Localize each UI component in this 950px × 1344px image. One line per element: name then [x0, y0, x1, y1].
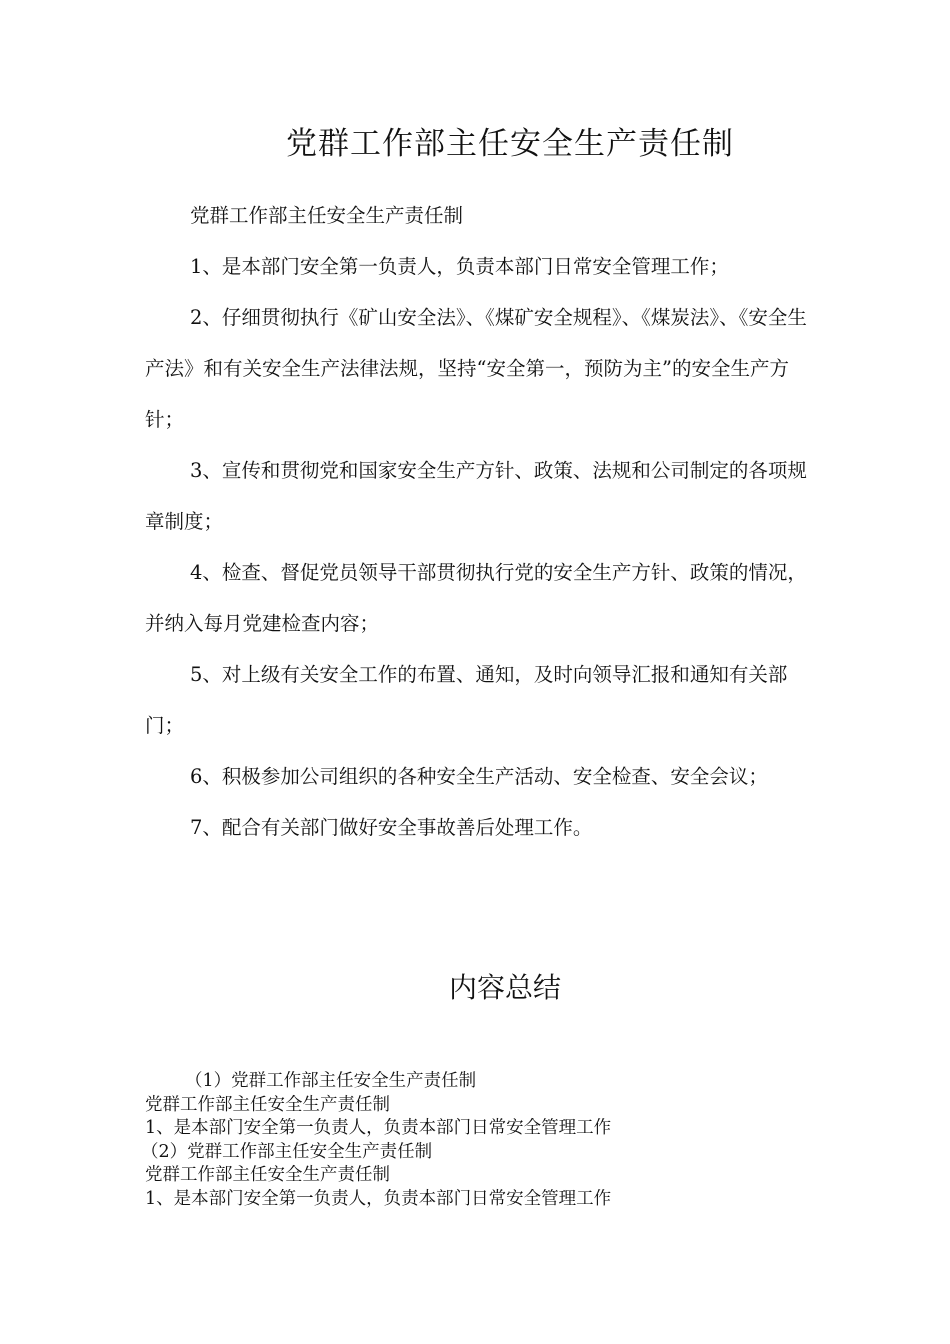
- responsibility-item-6: 6、积极参加公司组织的各种安全生产活动、安全检查、安全会议；: [190, 765, 768, 788]
- responsibility-item-4: 4、检查、督促党员领导干部贯彻执行党的安全生产方针、政策的情况，并纳入每月党建检查内容；: [145, 561, 807, 635]
- summary-line: 党群工作部主任安全生产责任制: [145, 1094, 390, 1115]
- responsibility-item-3: 3、宣传和贯彻党和国家安全生产方针、政策、法规和公司制定的各项规章制度；: [145, 459, 807, 533]
- summary-line: 1、是本部门安全第一负责人，负责本部门日常安全管理工作: [145, 1188, 612, 1209]
- document-body: [145, 190, 810, 853]
- summary-line: 1、是本部门安全第一负责人，负责本部门日常安全管理工作: [145, 1118, 612, 1138]
- responsibility-item-7: 7、配合有关部门做好安全事故善后处理工作。: [190, 816, 593, 839]
- summary-line: 党群工作部主任安全生产责任制: [145, 1165, 390, 1185]
- document-title: 党群工作部主任安全生产责任制: [286, 126, 734, 162]
- responsibility-item-1: 1、是本部门安全第一负责人，负责本部门日常安全管理工作；: [190, 255, 729, 278]
- responsibility-item-2: 2、仔细贯彻执行《矿山安全法》、《煤矿安全规程》、《煤炭法》、《安全生产法》和有关安全生产法律法规，坚持“安全第一，预防为主”的安全生产方针；: [145, 306, 807, 431]
- summary-line: （1）党群工作部主任安全生产责任制: [185, 1071, 477, 1091]
- document-subtitle: 党群工作部主任安全生产责任制: [190, 204, 464, 227]
- summary-section: [141, 1070, 845, 1211]
- summary-title: 内容总结: [448, 971, 561, 1004]
- responsibility-item-5: 5、对上级有关安全工作的布置、通知，及时向领导汇报和通知有关部门；: [145, 663, 788, 737]
- summary-line: （2）党群工作部主任安全生产责任制: [141, 1141, 433, 1162]
